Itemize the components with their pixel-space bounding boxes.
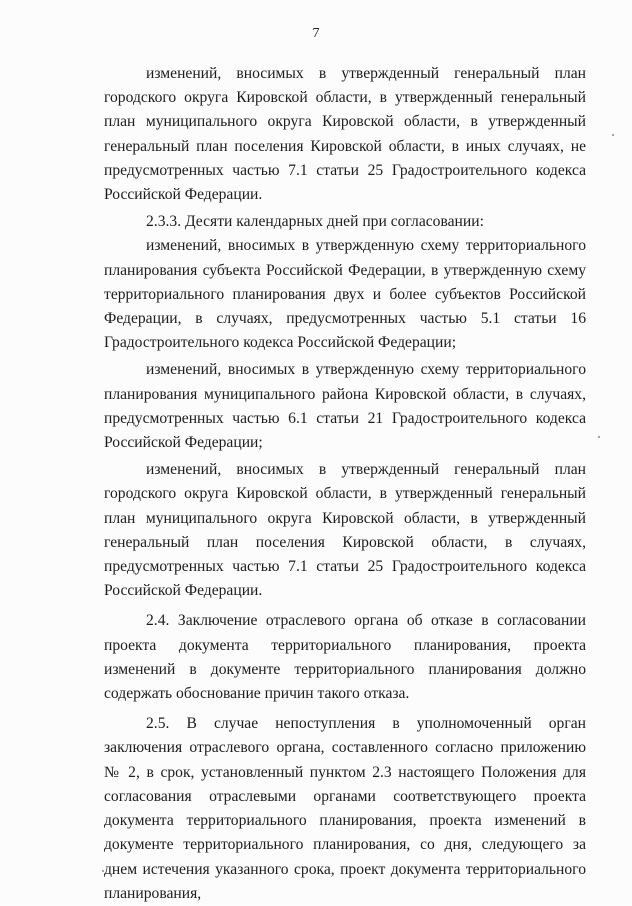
scan-speck [102, 870, 104, 872]
paragraph-2-5: 2.5. В случае непоступления в уполномоченный орган заключения отраслевого органа, составленного согласно приложению № 2, в срок, установленный пунктом 2.3 настоящего Положения для согласования отраслевыми органами соответствующего проекта документа территориального планирования, проекта изменений в документе территориального планирования, со дня, следующего за днем истечения указанного срока, проект документа территориального планирования, [104, 715, 586, 902]
scan-speck [598, 436, 600, 438]
paragraph-5: изменений, вносимых в утвержденный генеральный план городского округа Кировской области, в утвержденный генеральный план муниципального округа Кировской области, в утвержденный генеральный план поселения Кировской области, в случаях, предусмотренных частью 7.1 статьи 25 Градостроительного кодекса Российской Федерации. [104, 461, 586, 600]
paragraph-2-3-3: 2.3.3. Десяти календарных дней при согласовании: [146, 213, 484, 231]
scan-speck [612, 134, 614, 136]
page-number: 7 [312, 26, 320, 41]
paragraph-2-4: 2.4. Заключение отраслевого органа об отказе в согласовании проекта документа территориального планирования, проекта изменений в документе территориального планирования должно содержать обоснование причин такого отказа. [104, 612, 586, 703]
paragraph-3: изменений, вносимых в утвержденную схему территориального планирования субъекта Российской Федерации, в утвержденную схему территориального планирования двух и более субъектов Российской Федерации, в случаях, предусмотренных частью 5.1 статьи 16 Градостроительного кодекса Российской Федерации; [104, 237, 586, 352]
paragraph-4: изменений, вносимых в утвержденную схему территориального планирования муниципального района Кировской области, в случаях, предусмотренных частью 6.1 статьи 21 Градостроительного кодекса Российской Федерации; [104, 361, 586, 452]
paragraph-1: изменений, вносимых в утвержденный генеральный план городского округа Кировской области, в утвержденный генеральный план муниципального округа Кировской области, в утвержденный генеральный план поселения Кировской области, в иных случаях, не предусмотренных частью 7.1 статьи 25 Градостроительного кодекса Российской Федерации. [104, 65, 586, 204]
document-body [104, 62, 586, 906]
